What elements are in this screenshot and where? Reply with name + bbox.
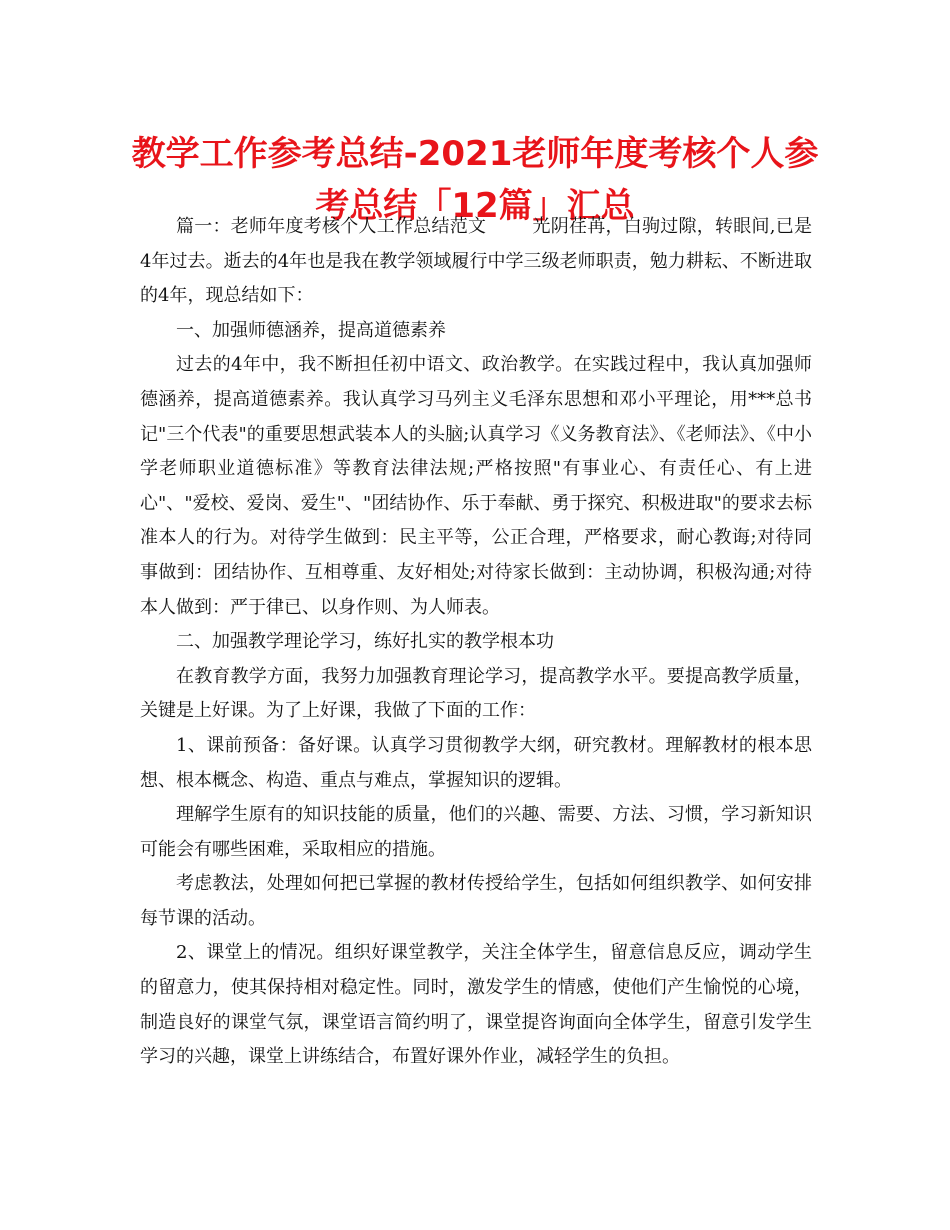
paragraph-5: 理解学生原有的知识技能的质量，他们的兴趣、需要、方法、习惯，学习新知识可能会有哪些困难，采取相应的措施。 [140,804,812,860]
paragraph-1-text: 光阴荏苒，白驹过隙，转眼间,已是4年过去。逝去的4年也是我在教学领域履行中学三级老师职责，勉力耕耘、不断进取的4年，现总结如下： [140,216,812,307]
paragraph-4: 1、课前预备：备好课。认真学习贯彻教学大纲，研究教材。理解教材的根本思想、根本概念、构造、重点与难点，掌握知识的逻辑。 [140,734,812,791]
paragraph-1 [140,210,812,314]
document-title: 教学工作参考总结-2021老师年度考核个人参考总结「12篇」汇总 [131,134,819,226]
paragraph-1-lead: 篇一：老师年度考核个人工作总结范文 [176,216,487,237]
document-body [140,210,812,1075]
section-heading-1: 一、加强师德涵养，提高道德素养 [176,319,446,341]
paragraph-2: 过去的4年中，我不断担任初中语文、政治教学。在实践过程中，我认真加强师德涵养，提高道德素养。我认真学习马列主义毛泽东思想和邓小平理论，用***总书记"三个代表"的重要思想武装本人的头脑;认真学习《义务教育法》、《老师法》、《中小学老师职业道德标准》等教育法律法规;严格按照"有事业心、有责任心、有上进心"、"爱校、爱岗、爱生"、"团结协作、乐于奉献、勇于探究、积极进取"的要求去标准本人的行为。对待学生做到：民主平等，公正合理，严格要求，耐心教诲;对待同事做到：团结协作、互相尊重、友好相处;对待家长做到：主动协调，积极沟通;对待本人做到：严于律已、以身作则、为人师表。 [140,354,813,618]
section-heading-2: 二、加强教学理论学习，练好扎实的教学根本功 [176,631,554,653]
paragraph-7: 2、课堂上的情况。组织好课堂教学，关注全体学生，留意信息反应，调动学生的留意力，使其保持相对稳定性。同时，激发学生的情感，使他们产生愉悦的心境，制造良好的课堂气氛，课堂语言简约明了，课堂提咨询面向全体学生，留意引发学生学习的兴趣，课堂上讲练结合，布置好课外作业，减轻学生的负担。 [140,942,812,1068]
paragraph-3: 在教育教学方面，我努力加强教育理论学习，提高教学水平。要提高教学质量，关键是上好课。为了上好课，我做了下面的工作： [140,665,812,722]
paragraph-6: 考虑教法，处理如何把已掌握的教材传授给学生，包括如何组织教学、如何安排每节课的活动。 [140,873,812,929]
